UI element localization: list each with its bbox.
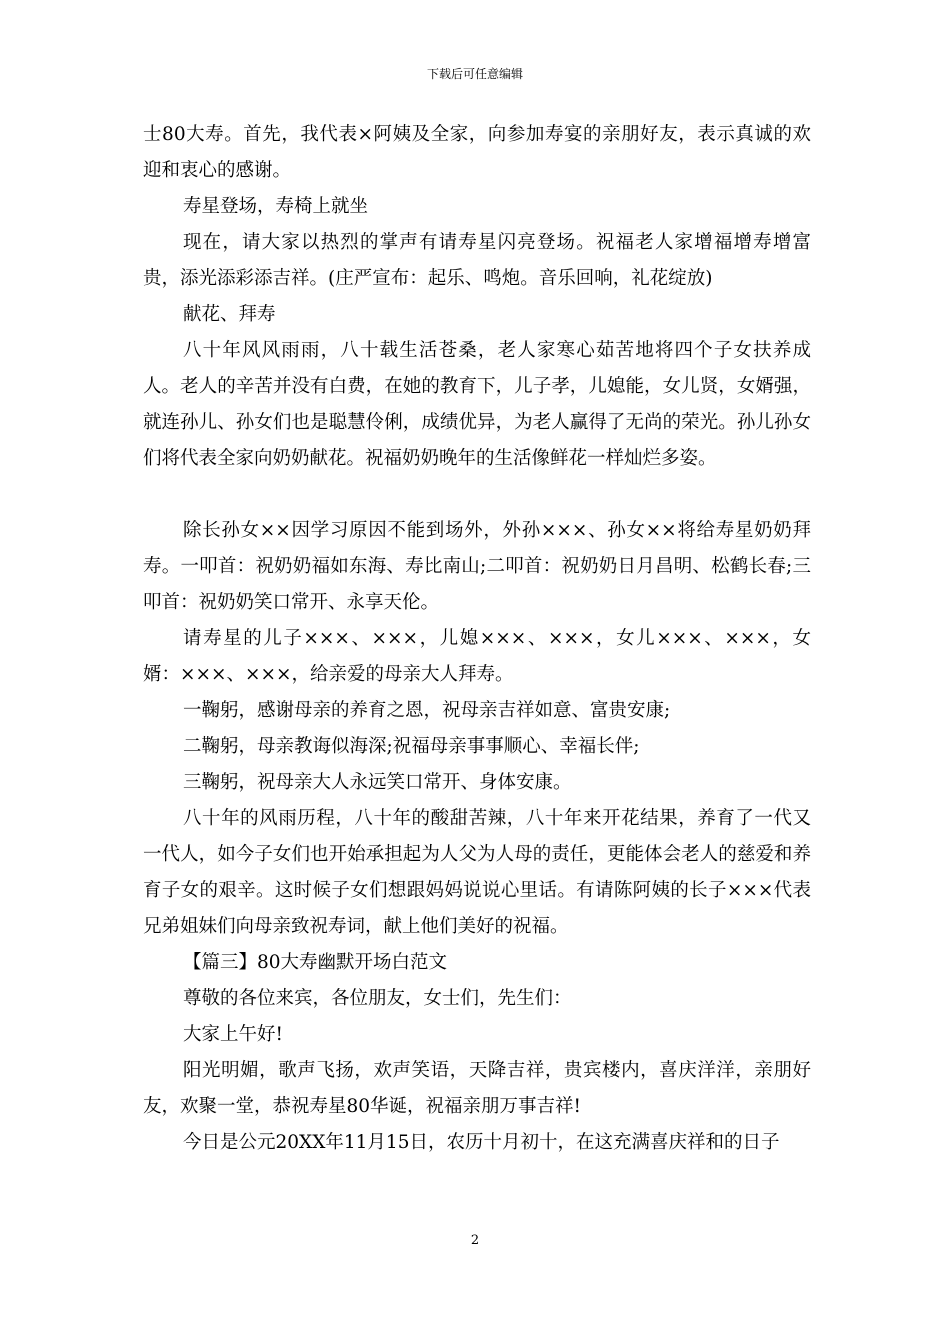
paragraph-15: 今日是公元20XX年11月15日，农历十月初十，在这充满喜庆祥和的日子 xyxy=(183,1132,780,1153)
paragraph-11: 八十年的风雨历程，八十年的酸甜苦辣，八十年来开花结果，养育了一代又一代人，如今子女们也开始承担起为人父为人母的责任，更能体会老人的慈爱和养育子女的艰辛。这时候子女们想跟妈妈说说心里话。有请陈阿姨的长子×××代表兄弟姐妹们向母亲致祝寿词，献上他们美好的祝福。 xyxy=(143,808,811,937)
paragraph-5: 八十年风风雨雨，八十载生活苍桑，老人家寒心茹苦地将四个子女扶养成人。老人的辛苦并没有白费，在她的教育下，儿子孝，儿媳能，女儿贤，女婿强，就连孙儿、孙女们也是聪慧伶俐，成绩优异，为老人赢得了无尚的荣光。孙儿孙女们将代表全家向奶奶献花。祝福奶奶晚年的生活像鲜花一样灿烂多姿。 xyxy=(143,340,811,469)
paragraph-10: 三鞠躬，祝母亲大人永远笑口常开、身体安康。 xyxy=(183,772,572,793)
paragraph-2: 寿星登场，寿椅上就坐 xyxy=(183,196,369,217)
page-number: 2 xyxy=(470,1233,480,1248)
paragraph-3: 现在，请大家以热烈的掌声有请寿星闪亮登场。祝福老人家增福增寿增富贵，添光添彩添吉祥。(庄严宣布：起乐、鸣炮。音乐回响，礼花绽放) xyxy=(143,232,811,289)
paragraph-6: 除长孙女××因学习原因不能到场外，外孙×××、孙女××将给寿星奶奶拜寿。一叩首：祝奶奶福如东海、寿比南山;二叩首：祝奶奶日月昌明、松鹤长春;三叩首：祝奶奶笑口常开、永享天伦。 xyxy=(143,520,811,613)
paragraph-13: 大家上午好! xyxy=(183,1024,283,1045)
paragraph-4: 献花、拜寿 xyxy=(183,304,276,325)
paragraph-14: 阳光明媚，歌声飞扬，欢声笑语，天降吉祥，贵宾楼内，喜庆洋洋，亲朋好友，欢聚一堂，恭祝寿星80华诞，祝福亲朋万事吉祥! xyxy=(143,1060,811,1117)
paragraph-1: 士80大寿。首先，我代表×阿姨及全家，向参加寿宴的亲朋好友，表示真诚的欢迎和衷心的感谢。 xyxy=(143,124,811,181)
paragraph-9: 二鞠躬，母亲教诲似海深;祝福母亲事事顺心、幸福长伴; xyxy=(183,736,640,757)
blank-line xyxy=(143,477,811,513)
page-header: 下载后可任意编辑 xyxy=(426,67,523,81)
section-heading: 【篇三】80大寿幽默开场白范文 xyxy=(183,952,448,973)
paragraph-7: 请寿星的儿子×××、×××，儿媳×××、×××，女儿×××、×××，女婿：×××、×××，给亲爱的母亲大人拜寿。 xyxy=(143,628,811,685)
document-body xyxy=(143,117,811,1161)
paragraph-8: 一鞠躬，感谢母亲的养育之恩，祝母亲吉祥如意、富贵安康; xyxy=(183,700,671,721)
paragraph-12: 尊敬的各位来宾，各位朋友，女士们，先生们： xyxy=(183,988,572,1009)
